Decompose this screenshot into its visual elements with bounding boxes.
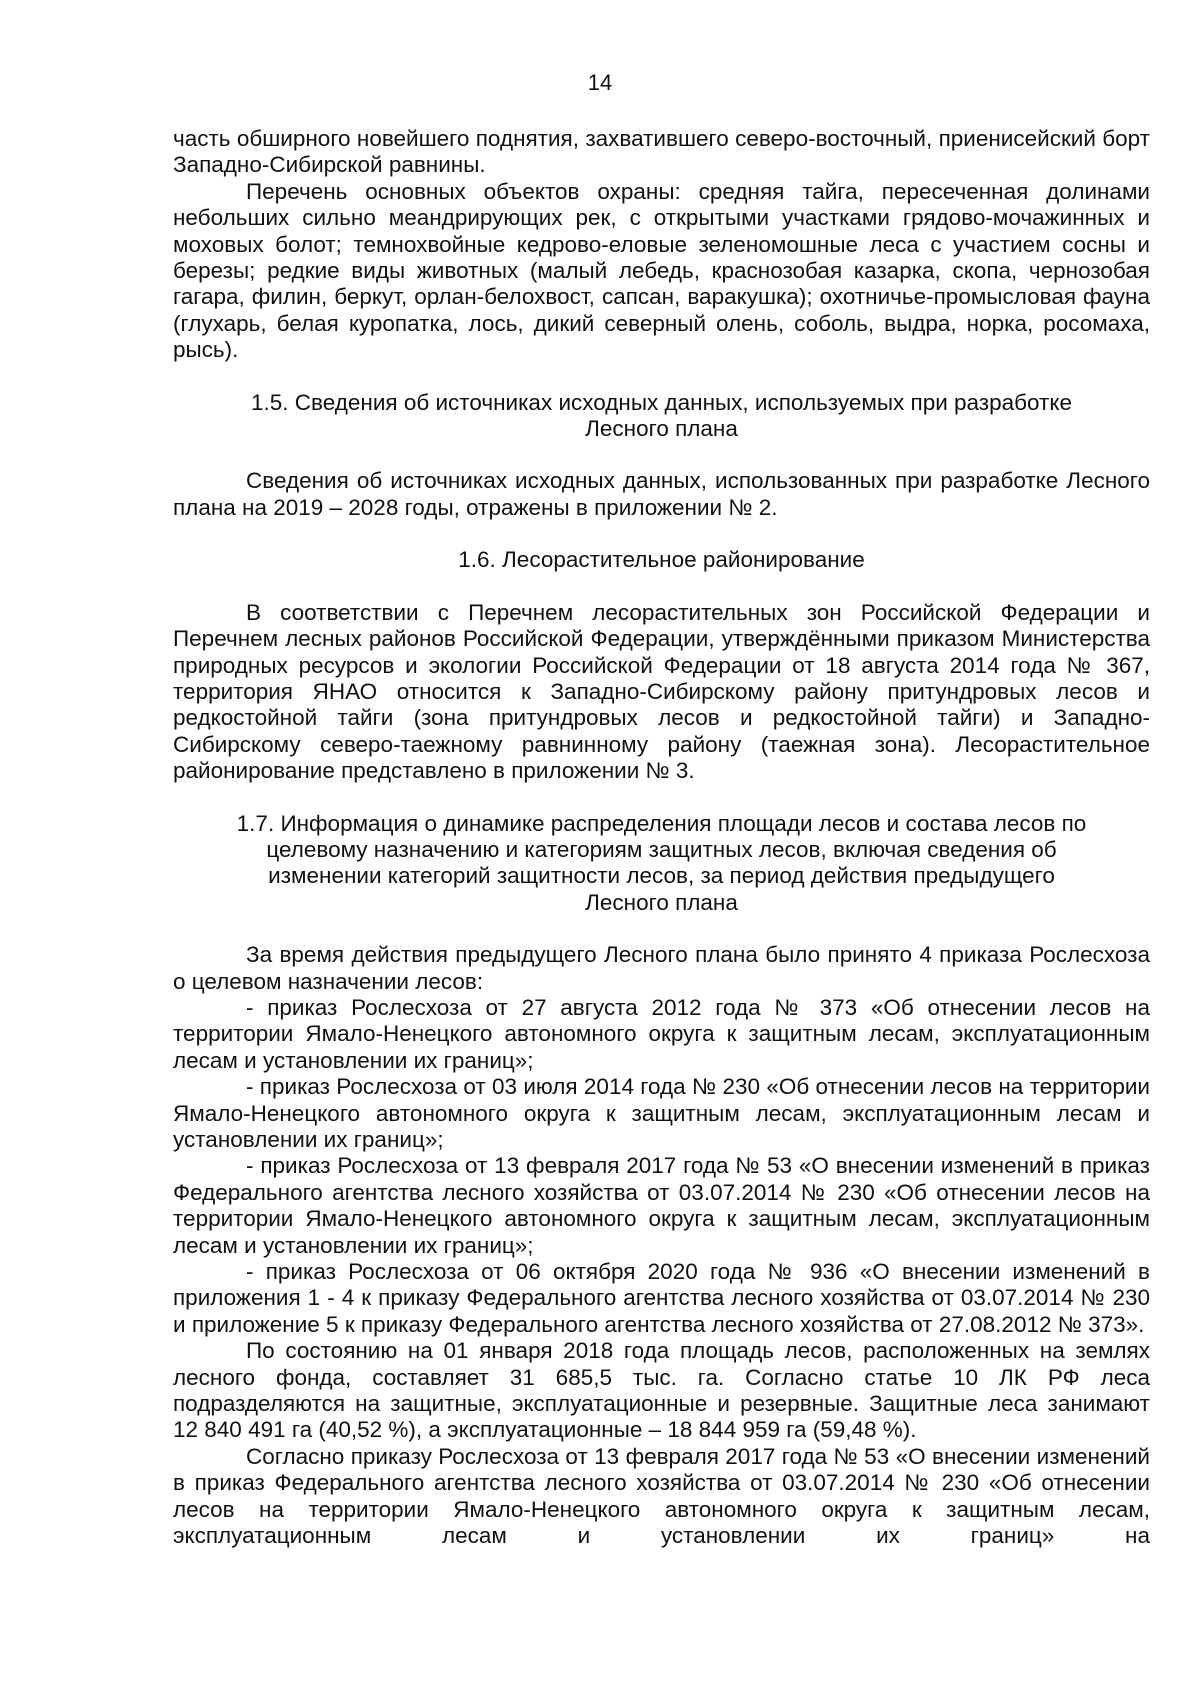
- section-1-7-intro-paragraph: За время действия предыдущего Лесного плана было принято 4 приказа Рослесхоза о целевом назначении лесов:: [173, 942, 1150, 994]
- section-1-7-heading-line4: Лесного плана: [585, 889, 738, 915]
- section-1-7-heading-line1: 1.7. Информация о динамике распределения площади лесов и состава лесов по: [236, 810, 1087, 836]
- intro-paragraph-continuation: часть обширного новейшего поднятия, захватившего северо-восточный, приенисейский борт Западно-Сибирской равнины.: [173, 126, 1150, 178]
- order-list-item-2: - приказ Рослесхоза от 03 июля 2014 года № 230 «Об отнесении лесов на территории Ямало-Ненецкого автономного округа к защитным лесам, эксплуатационным лесам и установлении их границ»;: [173, 1074, 1150, 1152]
- section-1-6-paragraph: В соответствии с Перечнем лесорастительных зон Российской Федерации и Перечнем лесных районов Российской Федерации, утверждёнными приказом Министерства природных ресурсов и экологии Российской Федерации от 18 августа 2014 года № 367, территория ЯНАО относится к Западно-Сибирскому району притундровых лесов и редкостойной тайги (зона притундровых лесов и редкостойной тайги) и Западно-Сибирскому северо-таежному равнинному району (таежная зона). Лесорастительное районирование представлено в приложении № 3.: [173, 599, 1150, 784]
- section-1-7-heading-line2: целевому назначению и категориям защитных лесов, включая сведения об: [266, 836, 1057, 862]
- section-1-7-heading: [173, 811, 1150, 917]
- section-1-5-heading-line2: Лесного плана: [585, 416, 738, 442]
- order-53-paragraph: Согласно приказу Рослесхоза от 13 февраля 2017 года № 53 «О внесении изменений в приказ Федерального агентства лесного хозяйства от 03.07.2014 № 230 «Об отнесении лесов на территории Ямало-Ненецкого автономного округа к защитным лесам, эксплуатационным лесам и установлении их границ» на: [173, 1443, 1150, 1549]
- section-1-6-heading: 1.6. Лесорастительное районирование: [458, 547, 865, 573]
- order-list-item-3: - приказ Рослесхоза от 13 февраля 2017 года № 53 «О внесении изменений в приказ Федерального агентства лесного хозяйства от 03.07.2014 № 230 «Об отнесении лесов на территории Ямало-Ненецкого автономного округа к защитным лесам, эксплуатационным лесам и установлении их границ»;: [173, 1153, 1150, 1258]
- section-1-5-paragraph: Сведения об источниках исходных данных, использованных при разработке Лесного плана на 2019 – 2028 годы, отражены в приложении № 2.: [173, 468, 1150, 520]
- forest-area-paragraph: По состоянию на 01 января 2018 года площадь лесов, расположенных на землях лесного фонда, составляет 31 685,5 тыс. га. Согласно статье 10 ЛК РФ леса подразделяются на защитные, эксплуатационные и резервные. Защитные леса занимают 12 840 491 га (40,52 %), а эксплуатационные – 18 844 959 га (59,48 %).: [173, 1338, 1150, 1443]
- order-list-item-4: - приказ Рослесхоза от 06 октября 2020 года № 936 «О внесении изменений в приложения 1 - 4 к приказу Федерального агентства лесного хозяйства от 03.07.2014 № 230 и приложение 5 к приказу Федерального агентства лесного хозяйства от 27.08.2012 № 373».: [173, 1259, 1150, 1337]
- section-1-7-heading-line3: изменении категорий защитности лесов, за период действия предыдущего: [268, 863, 1055, 889]
- protected-objects-paragraph: Перечень основных объектов охраны: средняя тайга, пересеченная долинами небольших сильно меандрирующих рек, с открытыми участками грядово-мочажинных и моховых болот; темнохвойные кедрово-еловые зеленомошные леса с участием сосны и березы; редкие виды животных (малый лебедь, краснозобая казарка, скопа, чернозобая гагара, филин, беркут, орлан-белохвост, сапсан, варакушка); охотничье-промысловая фауна (глухарь, белая куропатка, лось, дикий северный олень, соболь, выдра, норка, росомаха, рысь).: [173, 178, 1150, 363]
- order-list-item-1: - приказ Рослесхоза от 27 августа 2012 года № 373 «Об отнесении лесов на территории Ямало-Ненецкого автономного округа к защитным лесам, эксплуатационным лесам и установлении их границ»;: [173, 994, 1150, 1073]
- section-1-5-heading: [173, 390, 1150, 443]
- section-1-5-heading-line1: 1.5. Сведения об источниках исходных данных, используемых при разработке: [251, 389, 1072, 415]
- page-number: 14: [587, 70, 613, 95]
- document-body: [173, 126, 1150, 1550]
